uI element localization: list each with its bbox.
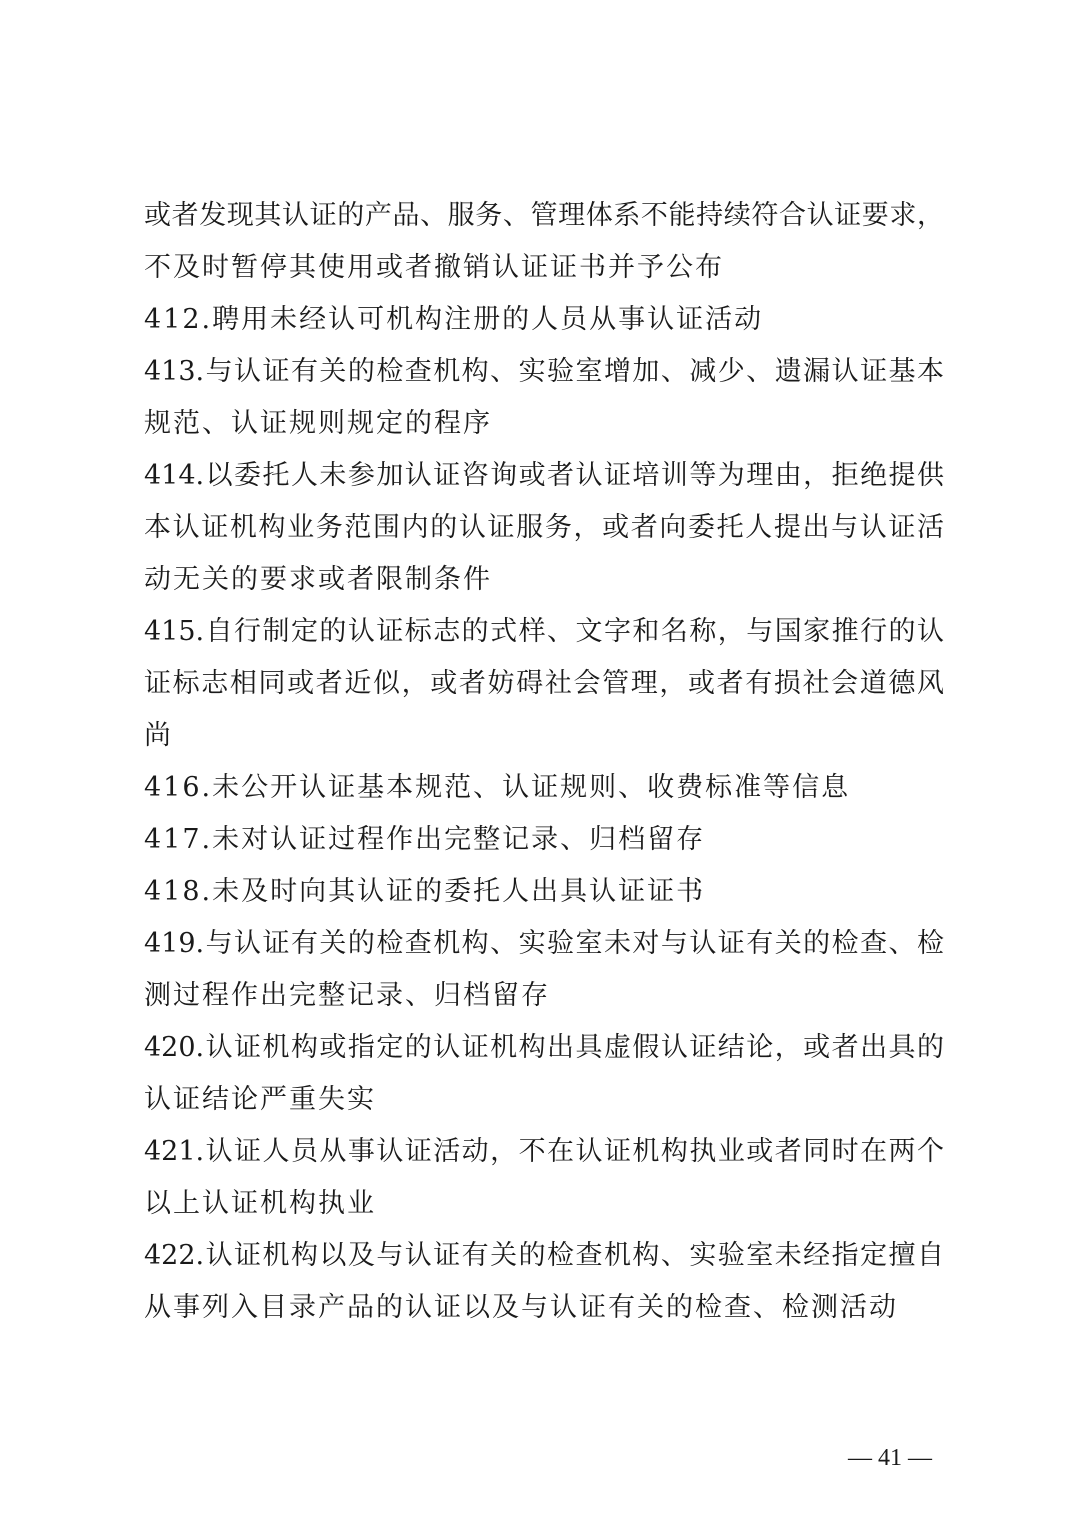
text-line: [144, 918, 944, 970]
text-line: [144, 1230, 944, 1282]
line-text: 412.聘用未经认可机构注册的人员从事认证活动: [144, 304, 764, 335]
line-text: 418.未及时向其认证的委托人出具认证证书: [144, 876, 706, 907]
line-text: 从事列入目录产品的认证以及与认证有关的检查、检测活动: [144, 1292, 898, 1323]
line-text: 414.以委托人未参加认证咨询或者认证培训等为理由，拒绝提供: [144, 460, 944, 491]
text-line: [144, 970, 944, 1022]
line-text: 尚: [144, 720, 173, 751]
text-line: [144, 502, 944, 554]
line-text: 或者发现其认证的产品、服务、管理体系不能持续符合认证要求，: [144, 200, 944, 231]
line-text: 不及时暂停其使用或者撤销认证证书并予公布: [144, 252, 724, 283]
line-text: 认证结论严重失实: [144, 1084, 376, 1115]
line-text: 以上认证机构执业: [144, 1188, 376, 1219]
text-line: [144, 606, 944, 658]
line-text: 421.认证人员从事认证活动，不在认证机构执业或者同时在两个: [144, 1136, 944, 1167]
text-line: [144, 658, 944, 710]
text-line: [144, 190, 944, 242]
line-text: 规范、认证规则规定的程序: [144, 408, 492, 439]
text-line: [144, 1074, 944, 1126]
line-text: 动无关的要求或者限制条件: [144, 564, 492, 595]
line-text: 测过程作出完整记录、归档留存: [144, 980, 550, 1011]
text-line: [144, 242, 944, 294]
text-line: [144, 1178, 944, 1230]
text-line: [144, 450, 944, 502]
line-text: 417.未对认证过程作出完整记录、归档留存: [144, 824, 706, 855]
text-line: [144, 554, 944, 606]
line-text: 415.自行制定的认证标志的式样、文字和名称，与国家推行的认: [144, 616, 944, 647]
document-body: [144, 190, 944, 1334]
line-text: 420.认证机构或指定的认证机构出具虚假认证结论，或者出具的: [144, 1032, 944, 1063]
text-line: [144, 762, 944, 814]
line-text: 419.与认证有关的检查机构、实验室未对与认证有关的检查、检: [144, 928, 944, 959]
line-text: 本认证机构业务范围内的认证服务，或者向委托人提出与认证活: [144, 512, 944, 543]
text-line: [144, 346, 944, 398]
page-number: — 41 —: [848, 1445, 932, 1471]
text-line: [144, 1126, 944, 1178]
text-line: [144, 1282, 944, 1334]
text-line: [144, 814, 944, 866]
text-line: [144, 1022, 944, 1074]
text-line: [144, 710, 944, 762]
line-text: 422.认证机构以及与认证有关的检查机构、实验室未经指定擅自: [144, 1240, 944, 1271]
text-line: [144, 866, 944, 918]
line-text: 证标志相同或者近似，或者妨碍社会管理，或者有损社会道德风: [144, 668, 944, 699]
text-line: [144, 398, 944, 450]
text-line: [144, 294, 944, 346]
line-text: 413.与认证有关的检查机构、实验室增加、减少、遗漏认证基本: [144, 356, 944, 387]
line-text: 416.未公开认证基本规范、认证规则、收费标准等信息: [144, 772, 851, 803]
